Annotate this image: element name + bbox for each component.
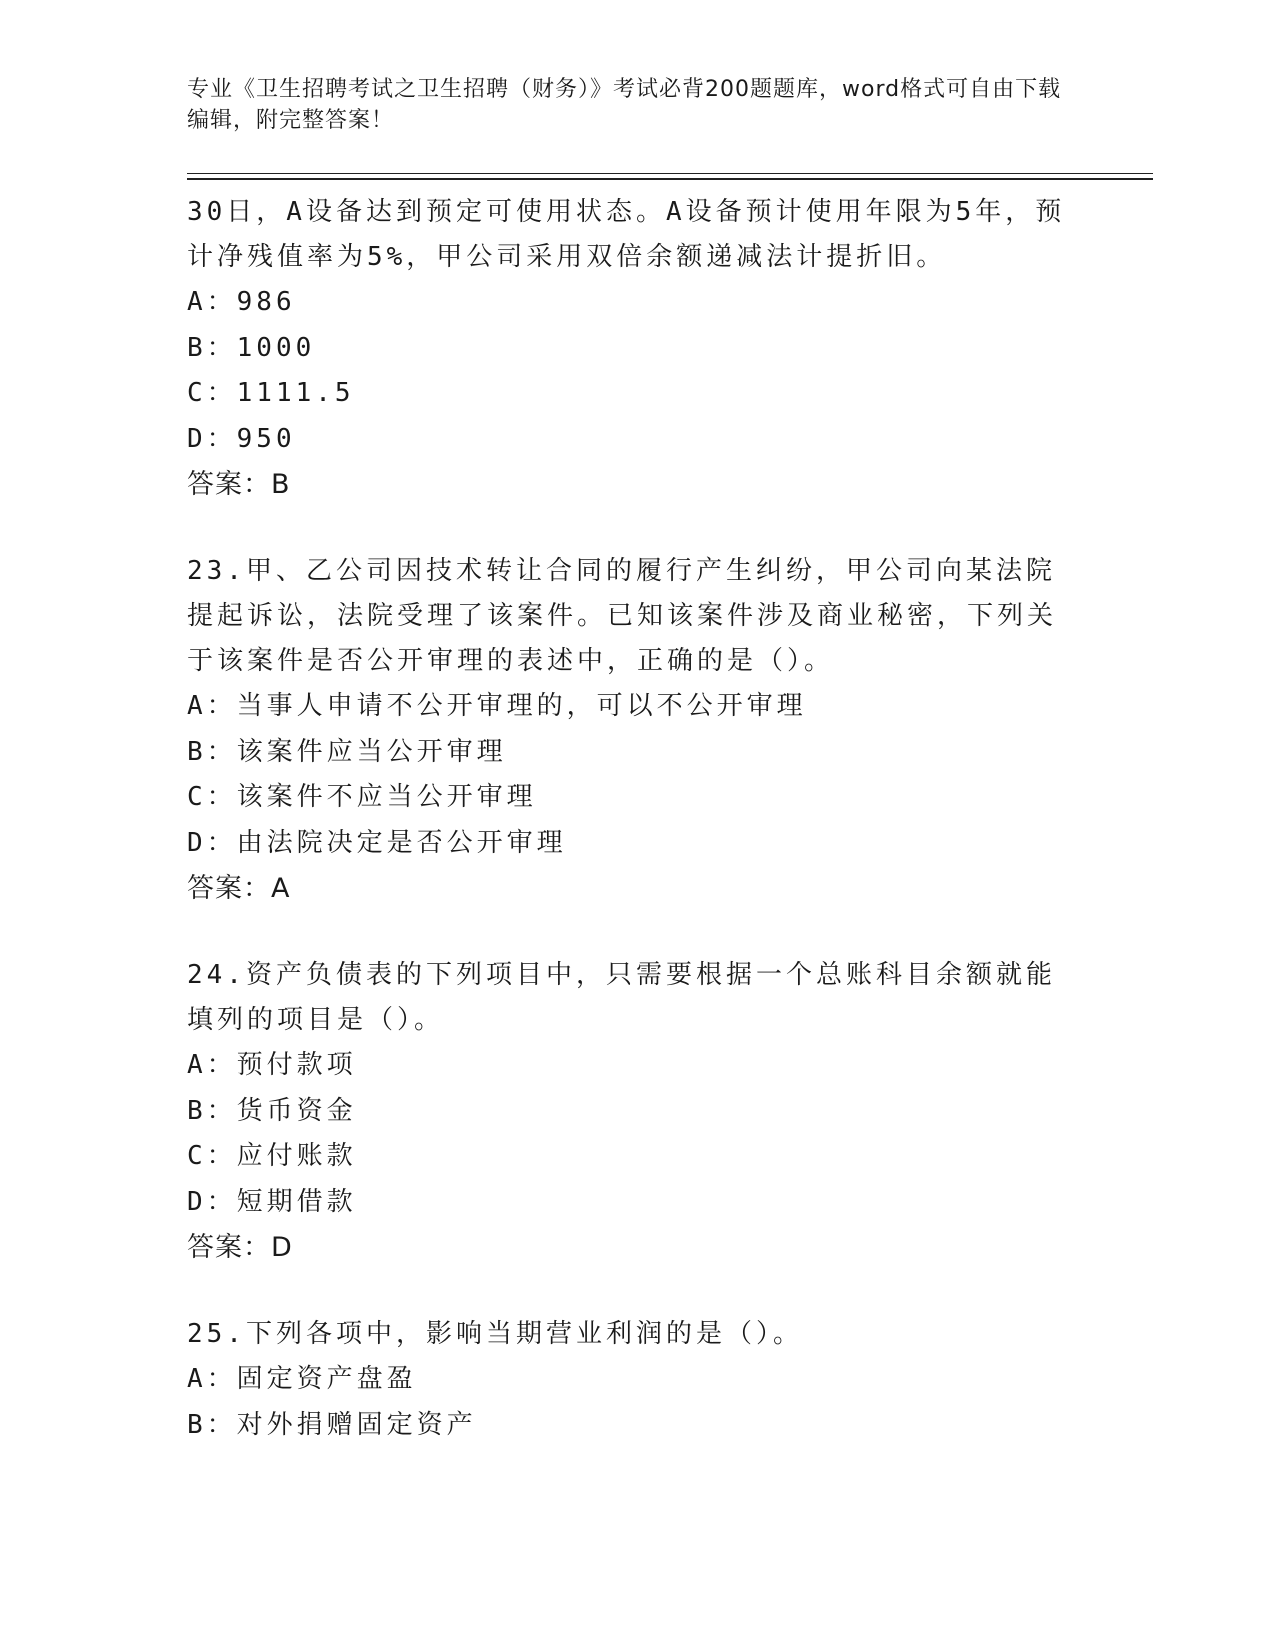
question-spacer bbox=[187, 507, 1087, 549]
question-block bbox=[187, 1312, 1087, 1448]
option-b: B：1000 bbox=[187, 332, 316, 363]
question-spacer bbox=[187, 911, 1087, 953]
option-b: B：该案件应当公开审理 bbox=[187, 736, 507, 767]
option-c: C：1111.5 bbox=[187, 378, 355, 408]
question-spacer bbox=[187, 1270, 1087, 1312]
option-b: B：货币资金 bbox=[187, 1095, 357, 1126]
answer-line: 答案：B bbox=[187, 469, 291, 500]
question-stem: 30日，A设备达到预定可使用状态。A设备预计使用年限为5年，预计净残值率为5%，甲公司采用双倍余额递减法计提折旧。 bbox=[187, 197, 1066, 272]
option-b: B：对外捐赠固定资产 bbox=[187, 1409, 477, 1440]
option-a: A：固定资产盘盈 bbox=[187, 1364, 417, 1394]
option-d: D：短期借款 bbox=[187, 1186, 357, 1217]
header-divider-thin bbox=[187, 173, 1153, 174]
option-c: C：该案件不应当公开审理 bbox=[187, 782, 537, 812]
option-d: D：950 bbox=[187, 423, 296, 454]
question-block bbox=[187, 190, 1087, 507]
answer-line: 答案：A bbox=[187, 873, 291, 904]
document-header-title: 专业《卫生招聘考试之卫生招聘（财务）》考试必背200题题库，word格式可自由下载编辑，附完整答案！ bbox=[187, 77, 1062, 133]
question-list bbox=[187, 190, 1087, 1448]
option-a: A：预付款项 bbox=[187, 1050, 357, 1080]
question-stem: 23.甲、乙公司因技术转让合同的履行产生纠纷，甲公司向某法院提起诉讼，法院受理了该案件。已知该案件涉及商业秘密，下列关于该案件是否公开审理的表述中，正确的是（）。 bbox=[187, 556, 1058, 676]
option-a: A：当事人申请不公开审理的，可以不公开审理 bbox=[187, 691, 807, 721]
option-d: D：由法院决定是否公开审理 bbox=[187, 827, 567, 858]
option-a: A：986 bbox=[187, 287, 296, 317]
question-stem: 25.下列各项中，影响当期营业利润的是（）。 bbox=[187, 1319, 803, 1349]
question-stem: 24.资产负债表的下列项目中，只需要根据一个总账科目余额就能填列的项目是（）。 bbox=[187, 960, 1056, 1035]
option-c: C：应付账款 bbox=[187, 1141, 357, 1171]
header-divider-thick bbox=[187, 178, 1153, 180]
question-block bbox=[187, 953, 1087, 1270]
question-block bbox=[187, 549, 1087, 911]
answer-line: 答案：D bbox=[187, 1232, 293, 1263]
